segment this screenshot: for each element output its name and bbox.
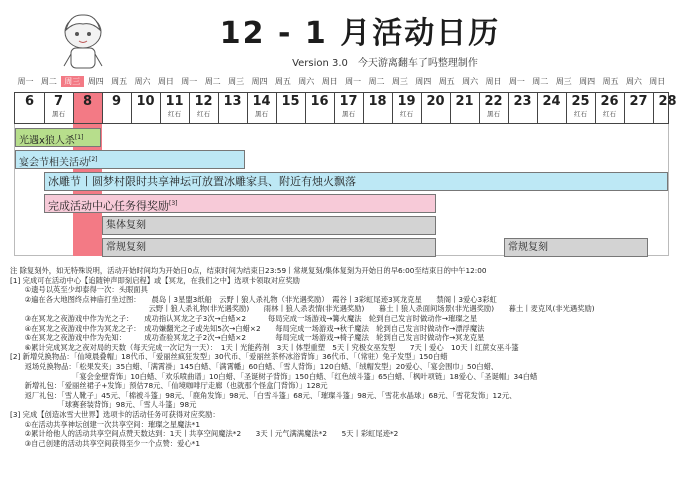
day-number: 17 — [339, 94, 358, 109]
note-line: [2] 新增兑换物品：「仙境晨叠帽」18代币、「爱丽丝疯狂发型」30代币、「爱丽丝茶杯冰浴背饰」36代币、「（常驻）兔子发型」150白蜡 — [10, 352, 448, 362]
day-number: 20 — [426, 94, 445, 109]
day-cell[interactable] — [537, 92, 566, 124]
note-line: [1] 完成可在活动中心【追随钟声即刻启程】或【冥龙，在我们之中】选项卡领取对应奖励 — [10, 275, 300, 285]
note-line: [3] 完成【创造冰雪大世界】选项卡的活动任务可获得对应奖励： — [10, 409, 220, 419]
day-number: 10 — [136, 94, 155, 109]
day-number: 9 — [111, 94, 122, 109]
event-bar-regular-rerun-1[interactable] — [102, 238, 436, 257]
weekday-label: 周三 — [228, 77, 245, 86]
day-number: 18 — [368, 94, 387, 109]
day-tag: 红石 — [168, 110, 181, 118]
day-separator — [102, 92, 103, 124]
note-line: 云野丨狼人杀礼物(非光遇奖励) 雨林丨狼人杀表情(非光遇奖励) 暮土丨狼人杀面间场景(非光遇奖励) 暮土丨麦克风(非光遇奖励) — [10, 304, 595, 314]
day-cell[interactable] — [508, 92, 537, 124]
day-separator — [131, 92, 132, 124]
day-cell[interactable] — [160, 92, 189, 124]
day-separator — [566, 92, 567, 124]
day-cell[interactable] — [595, 92, 624, 124]
day-separator — [421, 92, 422, 124]
weekday-label: 周一 — [345, 77, 362, 86]
note-line: 「宴会金壁背饰」10白蜡、「欢乐喷曲谱」10白蜡、「圣诞树子背饰」150白蜡、「红色绒斗篷」65白蜡、「枫叶项链」18爱心、「圣诞帽」34白蜡 — [10, 371, 538, 381]
weekday-label: 周一 — [181, 77, 198, 86]
note-line: 新增礼包：「爱丽丝裙子+发饰」预估78元、「仙境咖啡厅走廊（也就那个怪盒门背饰）」128元 — [10, 381, 328, 391]
event-bar-feast[interactable] — [15, 150, 245, 169]
day-tag: 红石 — [400, 110, 413, 118]
note-line: ①遗号以英至少却泰得一次：头眼面具 — [10, 285, 148, 295]
weekday-label: 周日 — [485, 77, 502, 86]
weekday-label: 周三 — [61, 76, 84, 87]
day-separator — [363, 92, 364, 124]
weekday-label: 周四 — [579, 77, 596, 86]
day-separator — [334, 92, 335, 124]
day-cell[interactable] — [44, 92, 73, 124]
day-cell[interactable] — [450, 92, 479, 124]
weekday-label: 周六 — [462, 77, 479, 86]
event-note: [3] — [169, 200, 178, 207]
weekday-label: 周六 — [134, 77, 151, 86]
day-cell[interactable] — [479, 92, 508, 124]
day-number: 27 — [629, 94, 648, 109]
day-separator — [624, 92, 625, 124]
event-bar-activity-center[interactable] — [44, 194, 436, 213]
day-separator — [450, 92, 451, 124]
day-cell[interactable] — [363, 92, 392, 124]
note-line: ③在冥龙之夜游戏中作为光之子： 成功指认冥龙之子3次→白蜡×2 每局完成一场游戏→篝火魔法 轮到自己发言时做动作→璀璨之星 — [10, 313, 478, 323]
day-number: 11 — [165, 94, 184, 109]
day-separator — [44, 92, 45, 124]
event-label: 宴会节相关活动 — [19, 157, 89, 169]
day-number: 19 — [397, 94, 416, 109]
event-bar-ice-sculpture[interactable] — [44, 172, 668, 191]
day-separator — [305, 92, 306, 124]
day-number: 24 — [542, 94, 561, 109]
day-cell[interactable] — [566, 92, 595, 124]
weekday-label: 周二 — [204, 77, 221, 86]
day-cell[interactable] — [653, 92, 682, 124]
event-note: [1] — [74, 134, 84, 141]
day-number: 15 — [281, 94, 300, 109]
weekday-label: 周三 — [555, 77, 572, 86]
event-label: 光遇x狼人杀 — [19, 135, 75, 147]
weekday-label: 周四 — [251, 77, 268, 86]
day-number: 23 — [513, 94, 532, 109]
day-separator — [537, 92, 538, 124]
event-label: 冰雕节丨圆梦村限时共享神坛可放置冰雕家具、附近有烛火飘落 — [48, 175, 356, 188]
day-tag: 黑石 — [52, 110, 65, 118]
weekday-label: 周四 — [415, 77, 432, 86]
event-bar-group-rerun[interactable] — [102, 216, 436, 235]
event-note: [2] — [89, 156, 98, 163]
page-title: 12 - 1 月活动日历 — [219, 16, 501, 51]
weekday-label: 周二 — [368, 77, 385, 86]
weekday-label: 周日 — [321, 77, 338, 86]
event-label: 常规复刻 — [106, 242, 146, 253]
day-cell[interactable] — [15, 92, 44, 124]
day-number: 7 — [53, 94, 64, 109]
day-separator — [189, 92, 190, 124]
day-cell[interactable] — [73, 92, 102, 124]
day-cell[interactable] — [189, 92, 218, 124]
note-line: ②遍在各大地图终点神庙打坐过图： 晨岛丨3星盟3纸船 云野丨狼人杀礼物（非光遇奖励） 霞谷丨3彩虹尾迹3冥龙克星 禁阁丨3爱心3彩虹 — [10, 294, 497, 304]
event-label: 常规复刻 — [508, 242, 548, 253]
day-number: 26 — [600, 94, 619, 109]
day-cell[interactable] — [334, 92, 363, 124]
weekday-label: 周一 — [17, 77, 34, 86]
day-cell[interactable] — [131, 92, 160, 124]
day-separator — [479, 92, 480, 124]
day-cell[interactable] — [305, 92, 334, 124]
event-label: 完成活动中心任务得奖励 — [48, 199, 169, 213]
page-subtitle: Version 3.0 今天游离翻车了吗整理制作 — [292, 58, 478, 69]
day-number: 25 — [571, 94, 590, 109]
day-separator — [392, 92, 393, 124]
day-cell[interactable] — [102, 92, 131, 124]
weekday-label: 周五 — [438, 77, 455, 86]
note-line: ⑥累计完成冥龙之夜对局的天数（每天完成一次记为一天）： 1天丨光能药剂 3天丨体型重塑 5天丨究极女巫发型 7天丨爱心 10天丨红蔗女巫斗篷 — [10, 342, 519, 352]
mascot-chibi-icon — [60, 10, 106, 72]
day-separator — [508, 92, 509, 124]
weekday-label: 周六 — [298, 77, 315, 86]
note-line: ⑤在冥龙之夜游戏中作为先知： 成功查验冥龙之子2次→白蜡×2 每局完成一场游戏→椅子魔法 轮到自己发言时做动作→冥龙克星 — [10, 333, 485, 343]
weekday-label: 周五 — [111, 77, 128, 86]
day-separator — [218, 92, 219, 124]
day-tag: 红石 — [197, 110, 210, 118]
weekday-label: 周六 — [625, 77, 642, 86]
day-cell[interactable] — [392, 92, 421, 124]
event-label: 集体复刻 — [106, 220, 146, 231]
day-number: 22 — [484, 94, 503, 109]
day-number: 12 — [194, 94, 213, 109]
day-separator — [276, 92, 277, 124]
day-number: 14 — [252, 94, 271, 109]
weekday-label: 周一 — [508, 77, 525, 86]
event-bar-regular-rerun-2[interactable] — [504, 238, 648, 257]
notes-section — [10, 266, 686, 448]
note-line: ①在活动共享神坛创建一次共享空间：璀璨之星魔法*1 — [10, 419, 200, 429]
note-line: 返场兑换物品：「松果发夹」35白蜡、「满霄褂」145白蜡、「满霄幡」60白蜡、「雪人背饰」120白蜡、「绒帽发型」20爱心、「宴会围巾」50白蜡、 — [10, 361, 499, 371]
weekday-label: 周二 — [532, 77, 549, 86]
note-line: 「球赛套装背饰」98元、「雪人斗篷」98元 — [10, 400, 197, 410]
weekday-label: 周五 — [274, 77, 291, 86]
day-number: 6 — [24, 94, 35, 109]
note-line: 注 除复刻外，如无特殊说明，活动开始时间均为开始日0点，结束时间为结束日23:59丨常规复刻/集体复刻为开始日的早6:00至结束日的中午12:00 — [10, 266, 487, 275]
note-line: 返厂礼包：「雪人靴子」45元、「棉被斗篷」98元、「鹿角发饰」98元、「白雪斗篷」68元、「璀璨斗篷」98元、「雪花水晶球」68元、「雪花发饰」12元、 — [10, 390, 517, 400]
day-number: 21 — [455, 94, 474, 109]
day-number: 16 — [310, 94, 329, 109]
day-tag: 红石 — [574, 110, 587, 118]
day-separator — [73, 92, 74, 124]
day-cell[interactable] — [421, 92, 450, 124]
note-line: ③自己创建的活动共享空间获得至少一个点赞：爱心*1 — [10, 438, 200, 448]
day-separator — [653, 92, 654, 124]
day-separator — [595, 92, 596, 124]
weekday-label: 周四 — [87, 77, 104, 86]
note-line: ④在冥龙之夜游戏中作为冥龙之子： 成功嫌翻光之子或先知5次→白蜡×2 每局完成一场游戏→秋千魔法 轮到自己发言时做动作→漂浮魔法 — [10, 323, 485, 333]
weekday-label: 周三 — [391, 77, 408, 86]
day-cell[interactable] — [218, 92, 247, 124]
day-cell[interactable] — [247, 92, 276, 124]
day-tag: 黑石 — [342, 110, 355, 118]
weekday-label: 周二 — [40, 77, 57, 86]
event-bar-werewolf[interactable] — [15, 128, 101, 147]
weekday-label: 周五 — [602, 77, 619, 86]
day-number: 13 — [223, 94, 242, 109]
day-separator — [160, 92, 161, 124]
day-number: 8 — [82, 94, 93, 109]
note-line: ②累计给他人的活动共享空间点赞天数达到：1天丨共享空间魔法*2 3天丨元气满满魔法*2 5天丨彩虹尾迹*2 — [10, 429, 399, 439]
day-tag: 黑石 — [255, 110, 268, 118]
weekday-label: 周日 — [157, 77, 174, 86]
day-cell[interactable] — [624, 92, 653, 124]
day-separator — [247, 92, 248, 124]
day-cell[interactable] — [276, 92, 305, 124]
day-number: 28 — [658, 94, 677, 109]
day-tag: 红石 — [603, 110, 616, 118]
weekday-label: 周日 — [649, 77, 666, 86]
day-tag: 黑石 — [487, 110, 500, 118]
